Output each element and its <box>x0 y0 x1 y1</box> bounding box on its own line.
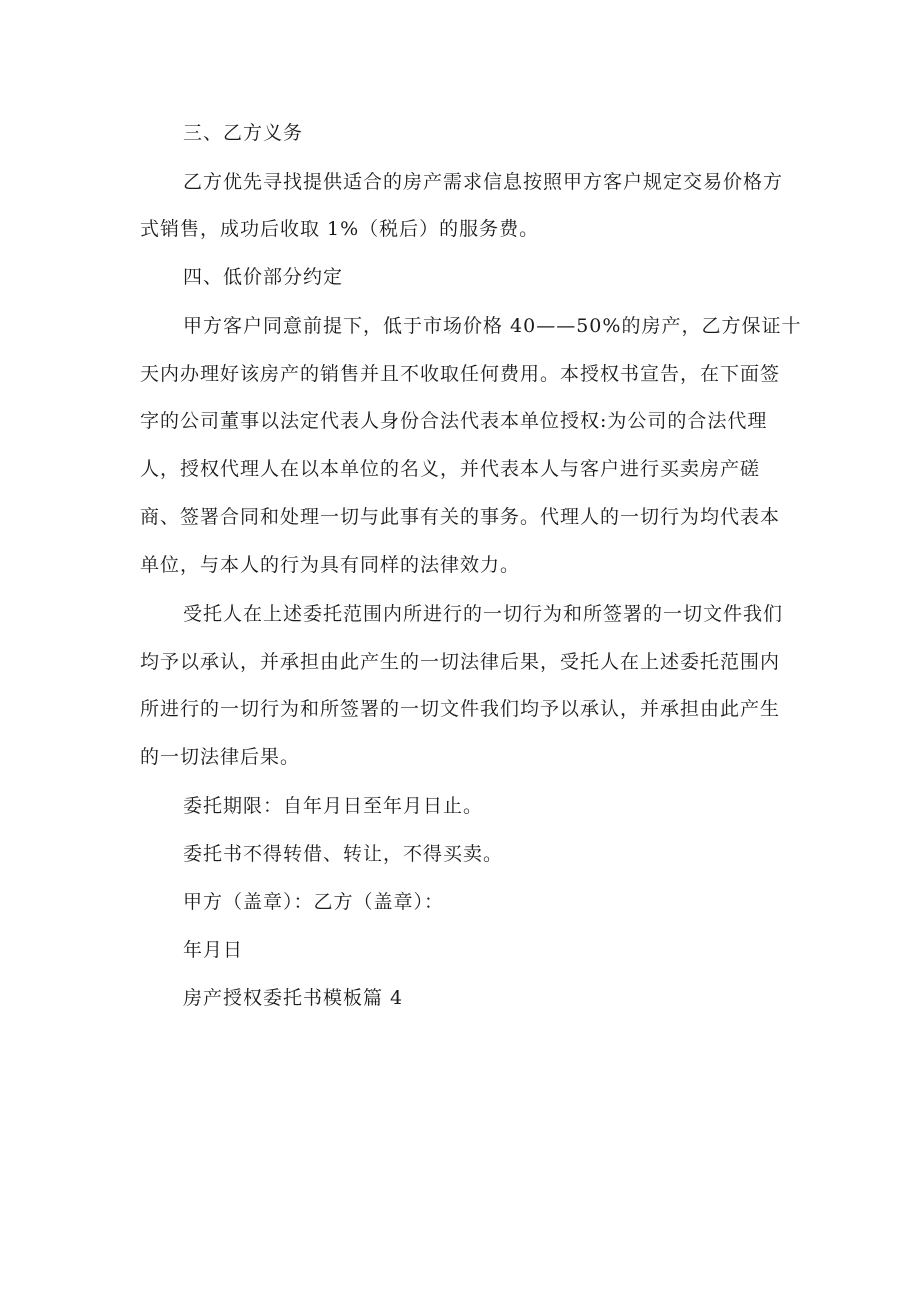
paragraph-line: 甲方客户同意前提下，低于市场价格 40——50%的房产，乙方保证十 <box>183 315 802 337</box>
paragraph-line: 字的公司董事以法定代表人身份合法代表本单位授权:为公司的合法代理 <box>140 410 768 432</box>
paragraph-line: 式销售，成功后收取 1%（税后）的服务费。 <box>140 218 540 240</box>
section-heading-obligations: 三、乙方义务 <box>183 122 304 144</box>
paragraph-line: 所进行的一切行为和所签署的一切文件我们均予以承认，并承担由此产生 <box>140 698 781 720</box>
section-heading-low-price: 四、低价部分约定 <box>183 266 344 288</box>
paragraph-line: 人，授权代理人在以本单位的名义，并代表本人与客户进行买卖房产磋 <box>140 458 761 480</box>
term-line: 委托期限：自年月日至年月日止。 <box>183 795 484 817</box>
seal-line: 甲方（盖章）：乙方（盖章）： <box>183 891 445 913</box>
next-template-title: 房产授权委托书模板篇 4 <box>183 987 404 1009</box>
paragraph-line: 均予以承认，并承担由此产生的一切法律后果，受托人在上述委托范围内 <box>140 651 781 673</box>
date-line: 年月日 <box>183 939 244 961</box>
paragraph-line: 商、签署合同和处理一切与此事有关的事务。代理人的一切行为均代表本 <box>140 506 781 528</box>
paragraph-line: 受托人在上述委托范围内所进行的一切行为和所签署的一切文件我们 <box>183 603 784 625</box>
paragraph-line: 乙方优先寻找提供适合的房产需求信息按照甲方客户规定交易价格方 <box>183 171 784 193</box>
no-transfer-line: 委托书不得转借、转让，不得买卖。 <box>183 843 504 865</box>
paragraph-line: 单位，与本人的行为具有同样的法律效力。 <box>140 554 521 576</box>
paragraph-line: 的一切法律后果。 <box>140 746 301 768</box>
paragraph-line: 天内办理好该房产的销售并且不收取任何费用。本授权书宣告，在下面签 <box>140 363 781 385</box>
